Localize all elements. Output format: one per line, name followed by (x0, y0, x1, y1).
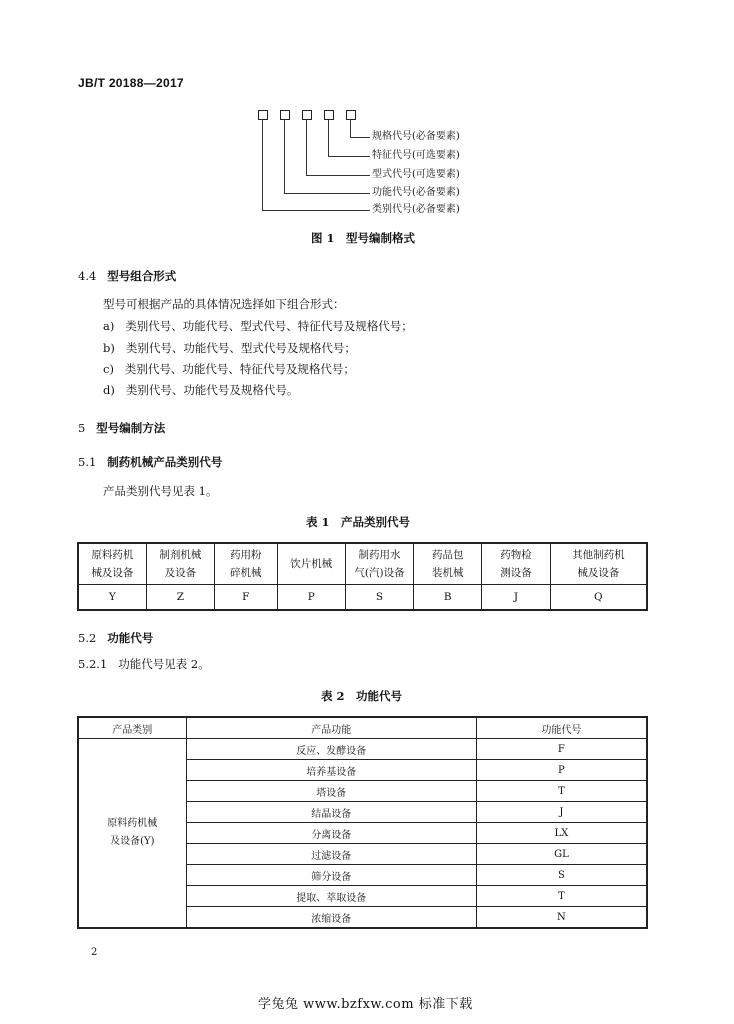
table-cell: 筛分设备 (186, 865, 476, 886)
table-header-category: 产品类别 (78, 717, 186, 739)
table-cell: 饮片机械 (277, 543, 345, 585)
feature-code-label: 特征代号(可选要素) (372, 150, 460, 161)
spec-code-label: 规格代号(必备要素) (372, 131, 460, 142)
document-id: JB/T 20188—2017 (78, 76, 184, 90)
table-cell: 结晶设备 (186, 802, 476, 823)
section-5-2-heading: 5.2 功能代号 (78, 631, 154, 645)
list-item-c: c) 类别代号、功能代号、特征代号及规格代号； (103, 362, 355, 376)
list-item-d: d) 类别代号、功能代号及规格代号。 (103, 383, 299, 397)
table-cell: T (476, 781, 647, 802)
table-cell: Z (146, 585, 214, 611)
table-1-caption: 表 1 产品类别代号 (306, 515, 411, 529)
table-cell: J (482, 585, 550, 611)
table-cell: LX (476, 823, 647, 844)
table-header-code: 功能代号 (476, 717, 647, 739)
section-4-4-heading: 4.4 型号组合形式 (78, 269, 177, 283)
table-cell: T (476, 886, 647, 907)
table-header-function: 产品功能 (186, 717, 476, 739)
code-box-3 (302, 110, 312, 120)
table-cell: 药用粉 碎机械 (215, 543, 278, 585)
page-number: 2 (91, 947, 98, 958)
table-cell: 制剂机械 及设备 (146, 543, 214, 585)
figure-1-caption: 图 1 型号编制格式 (311, 231, 416, 245)
type-code-label: 型式代号(可选要素) (372, 169, 460, 180)
table-cell: GL (476, 844, 647, 865)
list-item-b: b) 类别代号、功能代号、型式代号及规格代号； (103, 341, 356, 355)
table-cell: 分离设备 (186, 823, 476, 844)
code-box-2 (280, 110, 290, 120)
table-cell: P (277, 585, 345, 611)
table-2 (77, 716, 648, 929)
table-cell: J (476, 802, 647, 823)
table-row (78, 739, 647, 760)
table-cell: 提取、萃取设备 (186, 886, 476, 907)
category-code-label: 类别代号(必备要素) (372, 204, 460, 215)
footer-watermark[interactable]: 学兔兔 www.bzfxw.com 标准下载 (258, 997, 473, 1012)
table-cell: S (476, 865, 647, 886)
table-cell: S (345, 585, 413, 611)
table-1-header-row (78, 543, 647, 585)
table-cell: Y (78, 585, 146, 611)
table-2-header-row (78, 717, 647, 739)
code-box-5 (346, 110, 356, 120)
table-cell: 药品包 装机械 (414, 543, 482, 585)
table-cell: 药物检 测设备 (482, 543, 550, 585)
table-cell: 塔设备 (186, 781, 476, 802)
section-4-4-intro: 型号可根据产品的具体情况选择如下组合形式： (103, 297, 345, 311)
function-code-label: 功能代号(必备要素) (372, 187, 460, 198)
section-5-2-1-text: 5.2.1 功能代号见表 2。 (78, 657, 210, 671)
table-1 (77, 542, 648, 611)
section-5-1-heading: 5.1 制药机械产品类别代号 (78, 455, 223, 469)
table-cell: F (215, 585, 278, 611)
table-cell: 制药用水 气(汽)设备 (345, 543, 413, 585)
table-cell: P (476, 760, 647, 781)
table-cell: N (476, 907, 647, 929)
section-5-1-text: 产品类别代号见表 1。 (103, 484, 218, 498)
table-1-code-row (78, 585, 647, 611)
table-cell: 反应、发酵设备 (186, 739, 476, 760)
code-box-1 (258, 110, 268, 120)
table-cell: 培养基设备 (186, 760, 476, 781)
table-category-cell: 原料药机械 及设备(Y) (78, 739, 186, 929)
list-item-a: a) 类别代号、功能代号、型式代号、特征代号及规格代号； (103, 319, 413, 333)
table-cell: B (414, 585, 482, 611)
table-2-caption: 表 2 功能代号 (321, 689, 403, 703)
section-5-heading: 5 型号编制方法 (78, 421, 166, 435)
table-cell: 原料药机 械及设备 (78, 543, 146, 585)
table-cell: 其他制药机 械及设备 (550, 543, 647, 585)
code-box-4 (324, 110, 334, 120)
table-cell: F (476, 739, 647, 760)
table-cell: 浓缩设备 (186, 907, 476, 929)
table-cell: 过滤设备 (186, 844, 476, 865)
table-cell: Q (550, 585, 647, 611)
